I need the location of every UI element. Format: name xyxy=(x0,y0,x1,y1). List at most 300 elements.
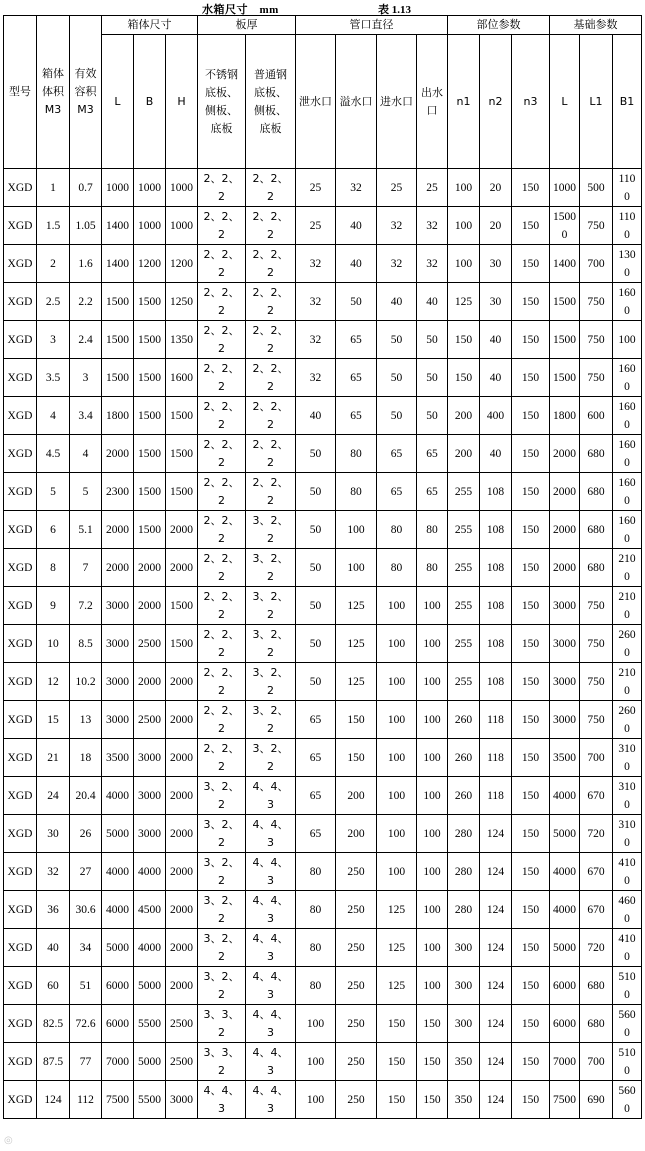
cell-B: 4000 xyxy=(134,853,166,891)
cell-foundation-L: 3000 xyxy=(550,663,580,701)
cell-foundation-B1: 2600 xyxy=(613,625,642,663)
table-body xyxy=(4,169,642,1119)
cell-H: 2000 xyxy=(166,891,198,929)
cell-foundation-L: 4000 xyxy=(550,777,580,815)
cell-overflow: 250 xyxy=(336,967,377,1005)
cell-ordinary: 4、4、3 xyxy=(246,815,296,853)
cell-volume: 3.5 xyxy=(37,359,70,397)
cell-ordinary: 2、2、2 xyxy=(246,435,296,473)
cell-effective: 3.4 xyxy=(70,397,102,435)
cell-effective: 10.2 xyxy=(70,663,102,701)
cell-stainless: 2、2、2 xyxy=(198,663,246,701)
cell-n3: 150 xyxy=(512,587,550,625)
cell-foundation-L1: 670 xyxy=(580,777,613,815)
cell-volume: 1 xyxy=(37,169,70,207)
cell-inlet: 100 xyxy=(377,777,417,815)
cell-inlet: 50 xyxy=(377,359,417,397)
col-ordinary: 普通钢底板、侧板、底板 xyxy=(246,35,296,169)
cell-n2: 108 xyxy=(480,587,512,625)
cell-drain: 65 xyxy=(296,701,336,739)
cell-effective: 5.1 xyxy=(70,511,102,549)
cell-effective: 34 xyxy=(70,929,102,967)
cell-stainless: 3、2、2 xyxy=(198,777,246,815)
cell-volume: 8 xyxy=(37,549,70,587)
cell-n1: 125 xyxy=(448,283,480,321)
cell-foundation-L: 1800 xyxy=(550,397,580,435)
cell-outlet: 150 xyxy=(417,1043,448,1081)
cell-n1: 100 xyxy=(448,207,480,245)
cell-overflow: 150 xyxy=(336,739,377,777)
cell-B: 3000 xyxy=(134,739,166,777)
cell-outlet: 100 xyxy=(417,777,448,815)
cell-stainless: 2、2、2 xyxy=(198,207,246,245)
cell-volume: 3 xyxy=(37,321,70,359)
cell-stainless: 2、2、2 xyxy=(198,625,246,663)
cell-H: 2000 xyxy=(166,701,198,739)
cell-ordinary: 4、4、3 xyxy=(246,1005,296,1043)
cell-ordinary: 3、2、2 xyxy=(246,549,296,587)
cell-foundation-L1: 680 xyxy=(580,473,613,511)
cell-B: 4000 xyxy=(134,929,166,967)
cell-foundation-L: 6000 xyxy=(550,1005,580,1043)
table-row xyxy=(4,1043,642,1081)
cell-L: 2000 xyxy=(102,435,134,473)
cell-B: 4500 xyxy=(134,891,166,929)
col-foundation-B1: B1 xyxy=(613,35,642,169)
cell-effective: 26 xyxy=(70,815,102,853)
cell-model: XGD xyxy=(4,511,37,549)
cell-effective: 27 xyxy=(70,853,102,891)
cell-L: 2000 xyxy=(102,549,134,587)
cell-ordinary: 2、2、2 xyxy=(246,169,296,207)
cell-drain: 100 xyxy=(296,1005,336,1043)
cell-n2: 30 xyxy=(480,245,512,283)
col-drain: 泄水口 xyxy=(296,35,336,169)
cell-stainless: 2、2、2 xyxy=(198,701,246,739)
cell-effective: 20.4 xyxy=(70,777,102,815)
cell-n3: 150 xyxy=(512,359,550,397)
cell-n3: 150 xyxy=(512,967,550,1005)
cell-foundation-L1: 750 xyxy=(580,663,613,701)
cell-n2: 108 xyxy=(480,663,512,701)
cell-stainless: 2、2、2 xyxy=(198,283,246,321)
cell-ordinary: 3、2、2 xyxy=(246,587,296,625)
cell-n3: 150 xyxy=(512,435,550,473)
cell-drain: 100 xyxy=(296,1043,336,1081)
cell-overflow: 250 xyxy=(336,1043,377,1081)
cell-model: XGD xyxy=(4,739,37,777)
cell-drain: 50 xyxy=(296,625,336,663)
header-group-row xyxy=(4,16,642,35)
cell-outlet: 32 xyxy=(417,245,448,283)
col-model: 型号 xyxy=(4,16,37,169)
cell-ordinary: 2、2、2 xyxy=(246,359,296,397)
cell-foundation-L: 3000 xyxy=(550,701,580,739)
cell-foundation-B1: 1600 xyxy=(613,435,642,473)
cell-model: XGD xyxy=(4,245,37,283)
cell-drain: 65 xyxy=(296,777,336,815)
cell-foundation-L1: 750 xyxy=(580,587,613,625)
cell-stainless: 3、2、2 xyxy=(198,853,246,891)
cell-stainless: 3、2、2 xyxy=(198,891,246,929)
cell-n3: 150 xyxy=(512,1081,550,1119)
table-title: 水箱尺寸 mm xyxy=(202,4,279,16)
cell-effective: 51 xyxy=(70,967,102,1005)
cell-L: 3500 xyxy=(102,739,134,777)
cell-n3: 150 xyxy=(512,777,550,815)
cell-outlet: 150 xyxy=(417,1081,448,1119)
cell-H: 2500 xyxy=(166,1043,198,1081)
cell-drain: 25 xyxy=(296,169,336,207)
cell-n2: 124 xyxy=(480,853,512,891)
cell-drain: 80 xyxy=(296,967,336,1005)
cell-foundation-B1: 5600 xyxy=(613,1005,642,1043)
cell-foundation-L1: 680 xyxy=(580,967,613,1005)
cell-L: 5000 xyxy=(102,929,134,967)
cell-drain: 32 xyxy=(296,283,336,321)
cell-L: 1500 xyxy=(102,321,134,359)
cell-B: 5500 xyxy=(134,1005,166,1043)
cell-effective: 72.6 xyxy=(70,1005,102,1043)
cell-n2: 40 xyxy=(480,359,512,397)
cell-volume: 32 xyxy=(37,853,70,891)
cell-drain: 50 xyxy=(296,587,336,625)
cell-drain: 25 xyxy=(296,207,336,245)
cell-B: 1500 xyxy=(134,511,166,549)
cell-drain: 32 xyxy=(296,359,336,397)
cell-n2: 118 xyxy=(480,701,512,739)
cell-outlet: 32 xyxy=(417,207,448,245)
cell-drain: 50 xyxy=(296,435,336,473)
cell-H: 2000 xyxy=(166,663,198,701)
cell-volume: 9 xyxy=(37,587,70,625)
cell-n1: 200 xyxy=(448,397,480,435)
cell-B: 2500 xyxy=(134,625,166,663)
cell-inlet: 125 xyxy=(377,967,417,1005)
cell-ordinary: 2、2、2 xyxy=(246,207,296,245)
cell-model: XGD xyxy=(4,1043,37,1081)
cell-inlet: 100 xyxy=(377,663,417,701)
cell-model: XGD xyxy=(4,1081,37,1119)
cell-foundation-B1: 5100 xyxy=(613,1043,642,1081)
col-inlet: 进水口 xyxy=(377,35,417,169)
cell-foundation-L1: 750 xyxy=(580,359,613,397)
cell-foundation-L: 4000 xyxy=(550,891,580,929)
cell-L: 2000 xyxy=(102,511,134,549)
cell-model: XGD xyxy=(4,321,37,359)
cell-foundation-L1: 750 xyxy=(580,625,613,663)
cell-stainless: 2、2、2 xyxy=(198,587,246,625)
cell-effective: 112 xyxy=(70,1081,102,1119)
cell-stainless: 4、4、3 xyxy=(198,1081,246,1119)
cell-foundation-L1: 500 xyxy=(580,169,613,207)
cell-overflow: 32 xyxy=(336,169,377,207)
cell-effective: 13 xyxy=(70,701,102,739)
cell-stainless: 2、2、2 xyxy=(198,321,246,359)
cell-foundation-L1: 670 xyxy=(580,853,613,891)
cell-foundation-B1: 2100 xyxy=(613,663,642,701)
cell-L: 3000 xyxy=(102,625,134,663)
cell-L: 2300 xyxy=(102,473,134,511)
cell-model: XGD xyxy=(4,549,37,587)
cell-H: 2000 xyxy=(166,777,198,815)
col-B: B xyxy=(134,35,166,169)
cell-effective: 18 xyxy=(70,739,102,777)
cell-ordinary: 2、2、2 xyxy=(246,397,296,435)
cell-overflow: 80 xyxy=(336,473,377,511)
cell-n1: 300 xyxy=(448,929,480,967)
cell-n1: 300 xyxy=(448,967,480,1005)
cell-foundation-B1: 2100 xyxy=(613,587,642,625)
col-effective: 有效容积M3 xyxy=(70,16,102,169)
cell-n2: 118 xyxy=(480,777,512,815)
cell-model: XGD xyxy=(4,207,37,245)
cell-n3: 150 xyxy=(512,169,550,207)
cell-stainless: 3、2、2 xyxy=(198,967,246,1005)
cell-ordinary: 4、4、3 xyxy=(246,891,296,929)
cell-foundation-L: 2000 xyxy=(550,511,580,549)
cell-L: 5000 xyxy=(102,815,134,853)
table-row xyxy=(4,283,642,321)
cell-foundation-B1: 1600 xyxy=(613,359,642,397)
col-L: L xyxy=(102,35,134,169)
cell-H: 1200 xyxy=(166,245,198,283)
cell-L: 7000 xyxy=(102,1043,134,1081)
cell-ordinary: 2、2、2 xyxy=(246,473,296,511)
table-row xyxy=(4,967,642,1005)
cell-outlet: 50 xyxy=(417,359,448,397)
cell-effective: 7.2 xyxy=(70,587,102,625)
cell-stainless: 2、2、2 xyxy=(198,549,246,587)
table-row xyxy=(4,701,642,739)
table-row xyxy=(4,511,642,549)
cell-overflow: 40 xyxy=(336,207,377,245)
cell-effective: 2.2 xyxy=(70,283,102,321)
cell-volume: 2.5 xyxy=(37,283,70,321)
cell-effective: 1.05 xyxy=(70,207,102,245)
col-n3: n3 xyxy=(512,35,550,169)
cell-n3: 150 xyxy=(512,283,550,321)
cell-ordinary: 3、2、2 xyxy=(246,663,296,701)
cell-effective: 30.6 xyxy=(70,891,102,929)
table-row xyxy=(4,245,642,283)
cell-outlet: 50 xyxy=(417,397,448,435)
cell-drain: 100 xyxy=(296,1081,336,1119)
cell-overflow: 65 xyxy=(336,321,377,359)
cell-n1: 280 xyxy=(448,815,480,853)
cell-n1: 100 xyxy=(448,169,480,207)
cell-foundation-L1: 720 xyxy=(580,815,613,853)
cell-n3: 150 xyxy=(512,1043,550,1081)
cell-model: XGD xyxy=(4,625,37,663)
cell-n1: 280 xyxy=(448,853,480,891)
cell-foundation-L1: 700 xyxy=(580,1043,613,1081)
cell-n2: 40 xyxy=(480,321,512,359)
cell-foundation-L: 5000 xyxy=(550,929,580,967)
cell-overflow: 125 xyxy=(336,663,377,701)
cell-effective: 0.7 xyxy=(70,169,102,207)
cell-B: 5500 xyxy=(134,1081,166,1119)
cell-L: 1400 xyxy=(102,207,134,245)
cell-n3: 150 xyxy=(512,397,550,435)
cell-overflow: 250 xyxy=(336,929,377,967)
cell-H: 2000 xyxy=(166,511,198,549)
cell-foundation-B1: 1600 xyxy=(613,397,642,435)
cell-ordinary: 4、4、3 xyxy=(246,1081,296,1119)
cell-H: 1500 xyxy=(166,435,198,473)
col-stainless: 不锈钢底板、侧板、底板 xyxy=(198,35,246,169)
cell-drain: 50 xyxy=(296,663,336,701)
cell-inlet: 80 xyxy=(377,549,417,587)
cell-drain: 32 xyxy=(296,321,336,359)
cell-L: 3000 xyxy=(102,663,134,701)
cell-B: 1000 xyxy=(134,207,166,245)
cell-n3: 150 xyxy=(512,473,550,511)
cell-volume: 2 xyxy=(37,245,70,283)
cell-inlet: 125 xyxy=(377,891,417,929)
cell-foundation-B1: 1600 xyxy=(613,511,642,549)
cell-model: XGD xyxy=(4,777,37,815)
cell-inlet: 65 xyxy=(377,435,417,473)
cell-B: 2000 xyxy=(134,587,166,625)
cell-stainless: 2、2、2 xyxy=(198,359,246,397)
cell-foundation-B1: 1600 xyxy=(613,283,642,321)
cell-foundation-L: 1400 xyxy=(550,245,580,283)
cell-n2: 124 xyxy=(480,929,512,967)
cell-H: 2500 xyxy=(166,1005,198,1043)
cell-overflow: 200 xyxy=(336,815,377,853)
cell-foundation-L1: 750 xyxy=(580,207,613,245)
cell-H: 1000 xyxy=(166,207,198,245)
cell-drain: 50 xyxy=(296,549,336,587)
cell-L: 1400 xyxy=(102,245,134,283)
cell-n3: 150 xyxy=(512,701,550,739)
cell-L: 1500 xyxy=(102,359,134,397)
cell-B: 1500 xyxy=(134,359,166,397)
cell-L: 6000 xyxy=(102,1005,134,1043)
cell-volume: 1.5 xyxy=(37,207,70,245)
cell-foundation-B1: 5100 xyxy=(613,967,642,1005)
cell-inlet: 100 xyxy=(377,739,417,777)
table-row xyxy=(4,435,642,473)
cell-inlet: 100 xyxy=(377,815,417,853)
cell-model: XGD xyxy=(4,663,37,701)
cell-effective: 1.6 xyxy=(70,245,102,283)
cell-model: XGD xyxy=(4,853,37,891)
cell-L: 1000 xyxy=(102,169,134,207)
cell-foundation-L1: 700 xyxy=(580,245,613,283)
cell-outlet: 100 xyxy=(417,663,448,701)
cell-inlet: 150 xyxy=(377,1005,417,1043)
cell-volume: 36 xyxy=(37,891,70,929)
cell-overflow: 65 xyxy=(336,397,377,435)
cell-overflow: 250 xyxy=(336,891,377,929)
cell-B: 1200 xyxy=(134,245,166,283)
col-volume: 箱体体积M3 xyxy=(37,16,70,169)
cell-overflow: 200 xyxy=(336,777,377,815)
cell-stainless: 3、2、2 xyxy=(198,815,246,853)
cell-n3: 150 xyxy=(512,625,550,663)
cell-n1: 255 xyxy=(448,473,480,511)
cell-n1: 255 xyxy=(448,587,480,625)
cell-H: 1250 xyxy=(166,283,198,321)
cell-overflow: 125 xyxy=(336,587,377,625)
cell-model: XGD xyxy=(4,891,37,929)
cell-effective: 7 xyxy=(70,549,102,587)
cell-foundation-L1: 750 xyxy=(580,283,613,321)
cell-stainless: 3、3、2 xyxy=(198,1005,246,1043)
cell-foundation-L: 1000 xyxy=(550,169,580,207)
cell-B: 2000 xyxy=(134,549,166,587)
cell-overflow: 125 xyxy=(336,625,377,663)
cell-foundation-B1: 1100 xyxy=(613,169,642,207)
cell-outlet: 100 xyxy=(417,625,448,663)
cell-L: 1500 xyxy=(102,283,134,321)
cell-foundation-L: 7000 xyxy=(550,1043,580,1081)
cell-B: 5000 xyxy=(134,967,166,1005)
col-overflow: 溢水口 xyxy=(336,35,377,169)
cell-inlet: 100 xyxy=(377,701,417,739)
cell-volume: 4.5 xyxy=(37,435,70,473)
table-row xyxy=(4,815,642,853)
table-row xyxy=(4,853,642,891)
table-row xyxy=(4,207,642,245)
cell-volume: 60 xyxy=(37,967,70,1005)
cell-outlet: 40 xyxy=(417,283,448,321)
cell-inlet: 150 xyxy=(377,1081,417,1119)
cell-foundation-L1: 750 xyxy=(580,701,613,739)
cell-B: 1500 xyxy=(134,435,166,473)
cell-volume: 24 xyxy=(37,777,70,815)
cell-B: 2000 xyxy=(134,663,166,701)
cell-L: 3000 xyxy=(102,701,134,739)
cell-inlet: 100 xyxy=(377,625,417,663)
cell-foundation-L1: 680 xyxy=(580,435,613,473)
cell-n2: 108 xyxy=(480,473,512,511)
cell-volume: 5 xyxy=(37,473,70,511)
cell-L: 1800 xyxy=(102,397,134,435)
cell-ordinary: 2、2、2 xyxy=(246,245,296,283)
cell-foundation-L: 2000 xyxy=(550,435,580,473)
cell-volume: 30 xyxy=(37,815,70,853)
cell-n3: 150 xyxy=(512,511,550,549)
cell-overflow: 250 xyxy=(336,853,377,891)
cell-foundation-L: 1500 xyxy=(550,359,580,397)
cell-L: 4000 xyxy=(102,777,134,815)
cell-foundation-L1: 670 xyxy=(580,891,613,929)
cell-stainless: 2、2、2 xyxy=(198,397,246,435)
cell-L: 4000 xyxy=(102,891,134,929)
cell-overflow: 250 xyxy=(336,1081,377,1119)
cell-volume: 82.5 xyxy=(37,1005,70,1043)
cell-volume: 10 xyxy=(37,625,70,663)
cell-outlet: 65 xyxy=(417,473,448,511)
cell-ordinary: 4、4、3 xyxy=(246,967,296,1005)
cell-overflow: 65 xyxy=(336,359,377,397)
cell-foundation-L: 6000 xyxy=(550,967,580,1005)
cell-n2: 124 xyxy=(480,815,512,853)
cell-model: XGD xyxy=(4,359,37,397)
cell-n2: 118 xyxy=(480,739,512,777)
table-row xyxy=(4,891,642,929)
table-row xyxy=(4,397,642,435)
cell-outlet: 100 xyxy=(417,853,448,891)
cell-n2: 108 xyxy=(480,625,512,663)
cell-B: 3000 xyxy=(134,777,166,815)
cell-ordinary: 3、2、2 xyxy=(246,625,296,663)
cell-outlet: 100 xyxy=(417,929,448,967)
cell-volume: 15 xyxy=(37,701,70,739)
